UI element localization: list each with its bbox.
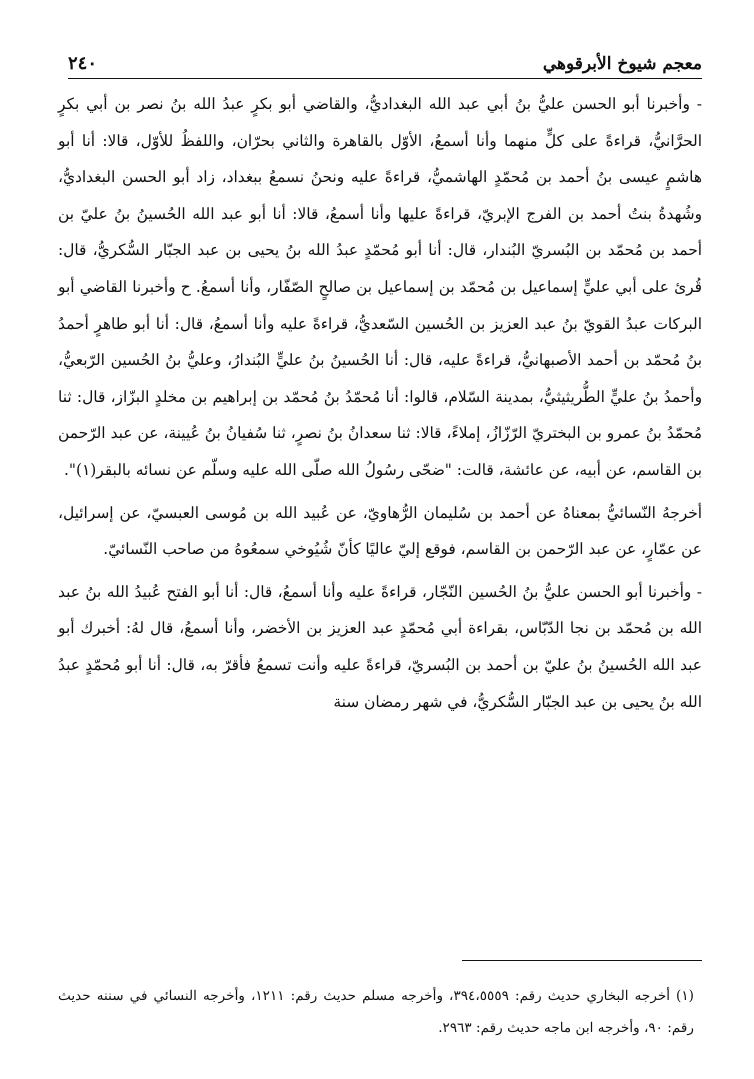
- footnote-1: (١) أخرجه البخاري حديث رقم: ٣٩٤،٥٥٥٩، وأخرجه مسلم حديث رقم: ١٢١١، وأخرجه النسائي في سننه حديث رقم: ٩٠، وأخرجه ابن ماجه حديث رقم: ٢٩٦٣.: [58, 988, 694, 1036]
- footnote-separator: [462, 960, 702, 961]
- running-header: [68, 30, 702, 79]
- paragraph-1: - وأخبرنا أبو الحسن عليُّ بنُ أبي عبد الله البغداديُّ، والقاضي أبو بكرٍ عبدُ الله بنُ نصر بن أبي بكرٍ الحرَّانيُّ، قراءةً على كلٍّ منهما وأنا أسمعُ، الأوّل بالقاهرة والثاني بحرّان، واللفظُ للأوّل، قالا: أنا أبو هاشمٍ عيسى بنُ أحمد بن مُحمّدٍ الهاشميُّ، قراءةً عليه ونحنُ نسمعُ ببغداد، زاد أبو الحسن البغداديُّ، وشُهدةُ بنتُ أحمد بن الفرج الإبريّ، قراءةً عليها وأنا أسمعُ، قالا: أنا أبو عبد الله الحُسينُ بنُ عليّ بن أحمد بن مُحمّد بن البُسريّ البُندار، قال: أنا أبو مُحمّدٍ عبدُ الله بنُ يحيى بن عبد الجبّار السُّكريُّ، قال: قُرئ على أبي عليٍّ إسماعيل بن مُحمّد بن إسماعيل بن صالحٍ الصّفّار، وأنا أسمعُ. ح وأخبرنا القاضي أبو البركات عبدُ القويّ بنُ عبد العزيز بن الحُسين السّعديُّ، قراءةً عليه وأنا أسمعُ، قال: أنا أبو طاهرٍ أحمدُ بنُ مُحمّد بن أحمد الأصبهانيُّ، قراءةً عليه، قال: أنا الحُسينُ بنُ عليٍّ البُندارُ، وعليُّ بنُ الحُسين الرّبعيُّ، وأحمدُ بنُ عليٍّ الطُّريثيثيُّ، بمدينة السّلام، قالوا: أنا مُحمّدُ بنُ مُحمّد بن إبراهيم بن مخلدٍ البزّاز، قال: ثنا مُحمّدُ بنُ عمرو بن البختريّ الرّزّازُ، إملاءً، قالا: ثنا سعدانُ بنُ نصرٍ، ثنا سُفيانُ بنُ عُيينة، عن عبد الرّحمن بن القاسم، عن أبيه، عن عائشة، قالت: "ضحّى رسُولُ الله صلّى الله عليه وسلّم عن نسائه بالبقر(١)".: [58, 95, 702, 479]
- paragraph-3: - وأخبرنا أبو الحسن عليُّ بنُ الحُسين النّجّار، قراءةً عليه وأنا أسمعُ، قال: أنا أبو الفتح عُبيدُ الله بنُ عبد الله بن مُحمّد بن نجا الدّبّاس، بقراءة أبي مُحمّدٍ عبد العزيز بن الأخضر، وأنا أسمعُ، قال لهُ: أخبرك أبو عبد الله الحُسينُ بنُ عليّ بن أحمد بن البُسريّ، قراءةً عليه وأنت تسمعُ فأقرّ به، قال: أنا أبو مُحمّدٍ عبدُ الله بنُ يحيى بن عبد الجبّار السُّكريُّ، في شهر رمضان سنة: [58, 582, 702, 711]
- footnotes: [58, 980, 694, 1044]
- page-number: ٢٤٠: [68, 53, 98, 74]
- paragraph-2: أخرجهُ النّسائيُّ بمعناهُ عن أحمد بن سُليمان الرُّهاويّ، عن عُبيد الله بن مُوسى العبسيّ، عن إسرائيل، عن عمّارٍ، عن عبد الرّحمن بن القاسم، فوقع إليّ عاليًا كأنّ شُيُوخي سمعُوهُ من صاحب النّسائيّ.: [58, 503, 702, 559]
- main-text: [58, 86, 702, 720]
- book-title: معجم شيوخ الأبرقوهي: [542, 54, 702, 74]
